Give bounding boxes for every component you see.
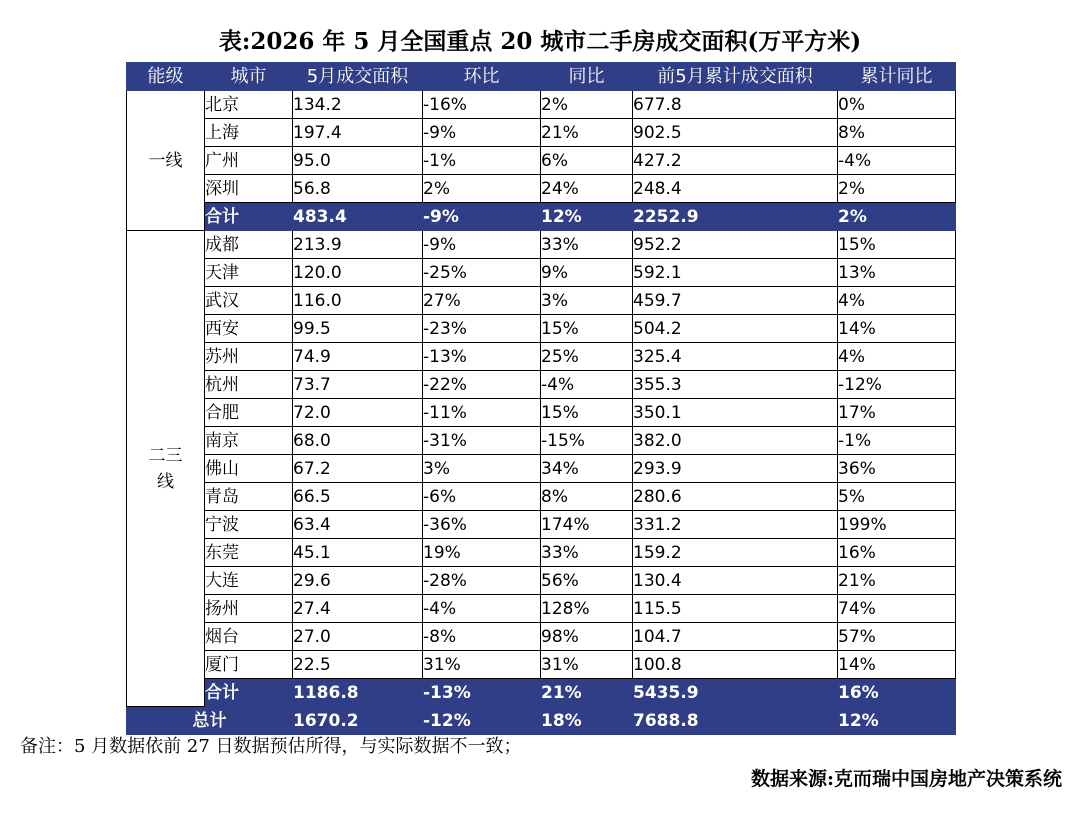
value-cell: 293.9 xyxy=(633,455,838,483)
header-city: 城市 xyxy=(205,63,293,91)
value-cell: 0% xyxy=(838,91,956,119)
city-name: 青岛 xyxy=(205,483,293,511)
subtotal-value: 21% xyxy=(541,679,633,707)
table-row xyxy=(127,287,956,315)
value-cell: -31% xyxy=(423,427,541,455)
second-third-tier-text: 二三线 xyxy=(148,445,183,492)
value-cell: 14% xyxy=(838,651,956,679)
grand-total-value: 12% xyxy=(838,707,956,735)
table-row xyxy=(127,231,956,259)
city-name: 西安 xyxy=(205,315,293,343)
subtotal-value: -9% xyxy=(423,203,541,231)
value-cell: 248.4 xyxy=(633,175,838,203)
value-cell: 116.0 xyxy=(293,287,423,315)
table-row xyxy=(127,539,956,567)
value-cell: -15% xyxy=(541,427,633,455)
value-cell: 16% xyxy=(838,539,956,567)
value-cell: 134.2 xyxy=(293,91,423,119)
value-cell: 21% xyxy=(838,567,956,595)
table-row xyxy=(127,175,956,203)
value-cell: -12% xyxy=(838,371,956,399)
value-cell: -13% xyxy=(423,343,541,371)
city-name: 成都 xyxy=(205,231,293,259)
header-yoy: 同比 xyxy=(541,63,633,91)
table-row xyxy=(127,259,956,287)
grand-total-value: 1670.2 xyxy=(293,707,423,735)
value-cell: -9% xyxy=(423,119,541,147)
first-tier-text: 一线 xyxy=(148,150,183,171)
value-cell: 22.5 xyxy=(293,651,423,679)
subtotal-value: 483.4 xyxy=(293,203,423,231)
value-cell: 27.4 xyxy=(293,595,423,623)
value-cell: 427.2 xyxy=(633,147,838,175)
value-cell: 8% xyxy=(838,119,956,147)
value-cell: 100.8 xyxy=(633,651,838,679)
table-row xyxy=(127,343,956,371)
value-cell: 504.2 xyxy=(633,315,838,343)
city-name: 深圳 xyxy=(205,175,293,203)
subtotal-value: 16% xyxy=(838,679,956,707)
value-cell: 130.4 xyxy=(633,567,838,595)
value-cell: 36% xyxy=(838,455,956,483)
value-cell: 331.2 xyxy=(633,511,838,539)
value-cell: -4% xyxy=(838,147,956,175)
value-cell: 15% xyxy=(541,315,633,343)
table-title: 表:2026 年 5 月全国重点 20 城市二手房成交面积(万平方米) xyxy=(218,28,862,55)
grand-total-label: 总计 xyxy=(127,707,293,735)
subtotal-value: 5435.9 xyxy=(633,679,838,707)
value-cell: 13% xyxy=(838,259,956,287)
subtotal-value: 2252.9 xyxy=(633,203,838,231)
table-row xyxy=(127,91,956,119)
grand-total-value: 7688.8 xyxy=(633,707,838,735)
header-row xyxy=(127,63,956,91)
value-cell: 56% xyxy=(541,567,633,595)
value-cell: 9% xyxy=(541,259,633,287)
table-row xyxy=(127,119,956,147)
city-name: 杭州 xyxy=(205,371,293,399)
value-cell: 34% xyxy=(541,455,633,483)
value-cell: 73.7 xyxy=(293,371,423,399)
value-cell: 56.8 xyxy=(293,175,423,203)
table-row xyxy=(127,371,956,399)
city-name: 苏州 xyxy=(205,343,293,371)
value-cell: -16% xyxy=(423,91,541,119)
grand-total-value: -12% xyxy=(423,707,541,735)
value-cell: 27.0 xyxy=(293,623,423,651)
value-cell: 31% xyxy=(541,651,633,679)
value-cell: 2% xyxy=(541,91,633,119)
value-cell: -23% xyxy=(423,315,541,343)
value-cell: 6% xyxy=(541,147,633,175)
subtotal-value: -13% xyxy=(423,679,541,707)
value-cell: 68.0 xyxy=(293,427,423,455)
header-cumulative-yoy: 累计同比 xyxy=(838,63,956,91)
first-tier-label xyxy=(127,91,205,231)
value-cell: 19% xyxy=(423,539,541,567)
value-cell: 24% xyxy=(541,175,633,203)
header-tier: 能级 xyxy=(127,63,205,91)
value-cell: 120.0 xyxy=(293,259,423,287)
city-name: 南京 xyxy=(205,427,293,455)
value-cell: 31% xyxy=(423,651,541,679)
value-cell: 95.0 xyxy=(293,147,423,175)
value-cell: 99.5 xyxy=(293,315,423,343)
value-cell: 67.2 xyxy=(293,455,423,483)
value-cell: 63.4 xyxy=(293,511,423,539)
value-cell: -22% xyxy=(423,371,541,399)
value-cell: 72.0 xyxy=(293,399,423,427)
value-cell: 592.1 xyxy=(633,259,838,287)
subtotal-value: 1186.8 xyxy=(293,679,423,707)
value-cell: 902.5 xyxy=(633,119,838,147)
table-row xyxy=(127,147,956,175)
value-cell: 57% xyxy=(838,623,956,651)
value-cell: 15% xyxy=(838,231,956,259)
value-cell: 5% xyxy=(838,483,956,511)
value-cell: 98% xyxy=(541,623,633,651)
value-cell: 355.3 xyxy=(633,371,838,399)
value-cell: 382.0 xyxy=(633,427,838,455)
value-cell: -8% xyxy=(423,623,541,651)
city-name: 扬州 xyxy=(205,595,293,623)
value-cell: 213.9 xyxy=(293,231,423,259)
city-name: 广州 xyxy=(205,147,293,175)
footnote: 备注：5 月数据依前 27 日数据预估所得，与实际数据不一致； xyxy=(20,736,522,757)
grand-total-row xyxy=(127,707,956,735)
subtotal-label: 合计 xyxy=(205,679,293,707)
city-name: 宁波 xyxy=(205,511,293,539)
value-cell: 29.6 xyxy=(293,567,423,595)
value-cell: 66.5 xyxy=(293,483,423,511)
value-cell: 2% xyxy=(838,175,956,203)
value-cell: 4% xyxy=(838,287,956,315)
table-row xyxy=(127,483,956,511)
table-row xyxy=(127,623,956,651)
value-cell: 159.2 xyxy=(633,539,838,567)
value-cell: 104.7 xyxy=(633,623,838,651)
value-cell: -1% xyxy=(423,147,541,175)
value-cell: 325.4 xyxy=(633,343,838,371)
value-cell: 21% xyxy=(541,119,633,147)
value-cell: 3% xyxy=(423,455,541,483)
table-row xyxy=(127,567,956,595)
value-cell: 33% xyxy=(541,539,633,567)
value-cell: 350.1 xyxy=(633,399,838,427)
value-cell: 280.6 xyxy=(633,483,838,511)
value-cell: 2% xyxy=(423,175,541,203)
subtotal-label: 合计 xyxy=(205,203,293,231)
value-cell: 74% xyxy=(838,595,956,623)
table-row xyxy=(127,455,956,483)
data-table xyxy=(126,62,956,735)
table-row xyxy=(127,427,956,455)
value-cell: 459.7 xyxy=(633,287,838,315)
city-name: 东莞 xyxy=(205,539,293,567)
city-name: 佛山 xyxy=(205,455,293,483)
city-name: 厦门 xyxy=(205,651,293,679)
value-cell: 74.9 xyxy=(293,343,423,371)
value-cell: 27% xyxy=(423,287,541,315)
table-row xyxy=(127,595,956,623)
city-name: 烟台 xyxy=(205,623,293,651)
value-cell: 4% xyxy=(838,343,956,371)
second-third-tier-label xyxy=(127,231,205,707)
data-source: 数据来源:克而瑞中国房地产决策系统 xyxy=(750,768,1062,790)
subtotal-value: 2% xyxy=(838,203,956,231)
value-cell: -36% xyxy=(423,511,541,539)
header-cumulative-area: 前5月累计成交面积 xyxy=(633,63,838,91)
value-cell: 115.5 xyxy=(633,595,838,623)
value-cell: -1% xyxy=(838,427,956,455)
value-cell: -28% xyxy=(423,567,541,595)
table-row xyxy=(127,651,956,679)
value-cell: -25% xyxy=(423,259,541,287)
city-name: 上海 xyxy=(205,119,293,147)
value-cell: -9% xyxy=(423,231,541,259)
value-cell: 952.2 xyxy=(633,231,838,259)
subtotal-value: 12% xyxy=(541,203,633,231)
value-cell: 15% xyxy=(541,399,633,427)
city-name: 大连 xyxy=(205,567,293,595)
value-cell: 197.4 xyxy=(293,119,423,147)
value-cell: 8% xyxy=(541,483,633,511)
value-cell: 25% xyxy=(541,343,633,371)
value-cell: -11% xyxy=(423,399,541,427)
value-cell: 199% xyxy=(838,511,956,539)
table-row xyxy=(127,315,956,343)
value-cell: 174% xyxy=(541,511,633,539)
header-mom: 环比 xyxy=(423,63,541,91)
value-cell: 677.8 xyxy=(633,91,838,119)
value-cell: -4% xyxy=(423,595,541,623)
value-cell: 45.1 xyxy=(293,539,423,567)
table-row xyxy=(127,511,956,539)
table-row xyxy=(127,399,956,427)
city-name: 天津 xyxy=(205,259,293,287)
second-third-subtotal-row xyxy=(127,679,956,707)
first-subtotal-row xyxy=(127,203,956,231)
grand-total-value: 18% xyxy=(541,707,633,735)
city-name: 武汉 xyxy=(205,287,293,315)
value-cell: 3% xyxy=(541,287,633,315)
value-cell: 17% xyxy=(838,399,956,427)
value-cell: 14% xyxy=(838,315,956,343)
value-cell: -6% xyxy=(423,483,541,511)
header-may-area: 5月成交面积 xyxy=(293,63,423,91)
value-cell: 33% xyxy=(541,231,633,259)
value-cell: -4% xyxy=(541,371,633,399)
city-name: 合肥 xyxy=(205,399,293,427)
value-cell: 128% xyxy=(541,595,633,623)
city-name: 北京 xyxy=(205,91,293,119)
